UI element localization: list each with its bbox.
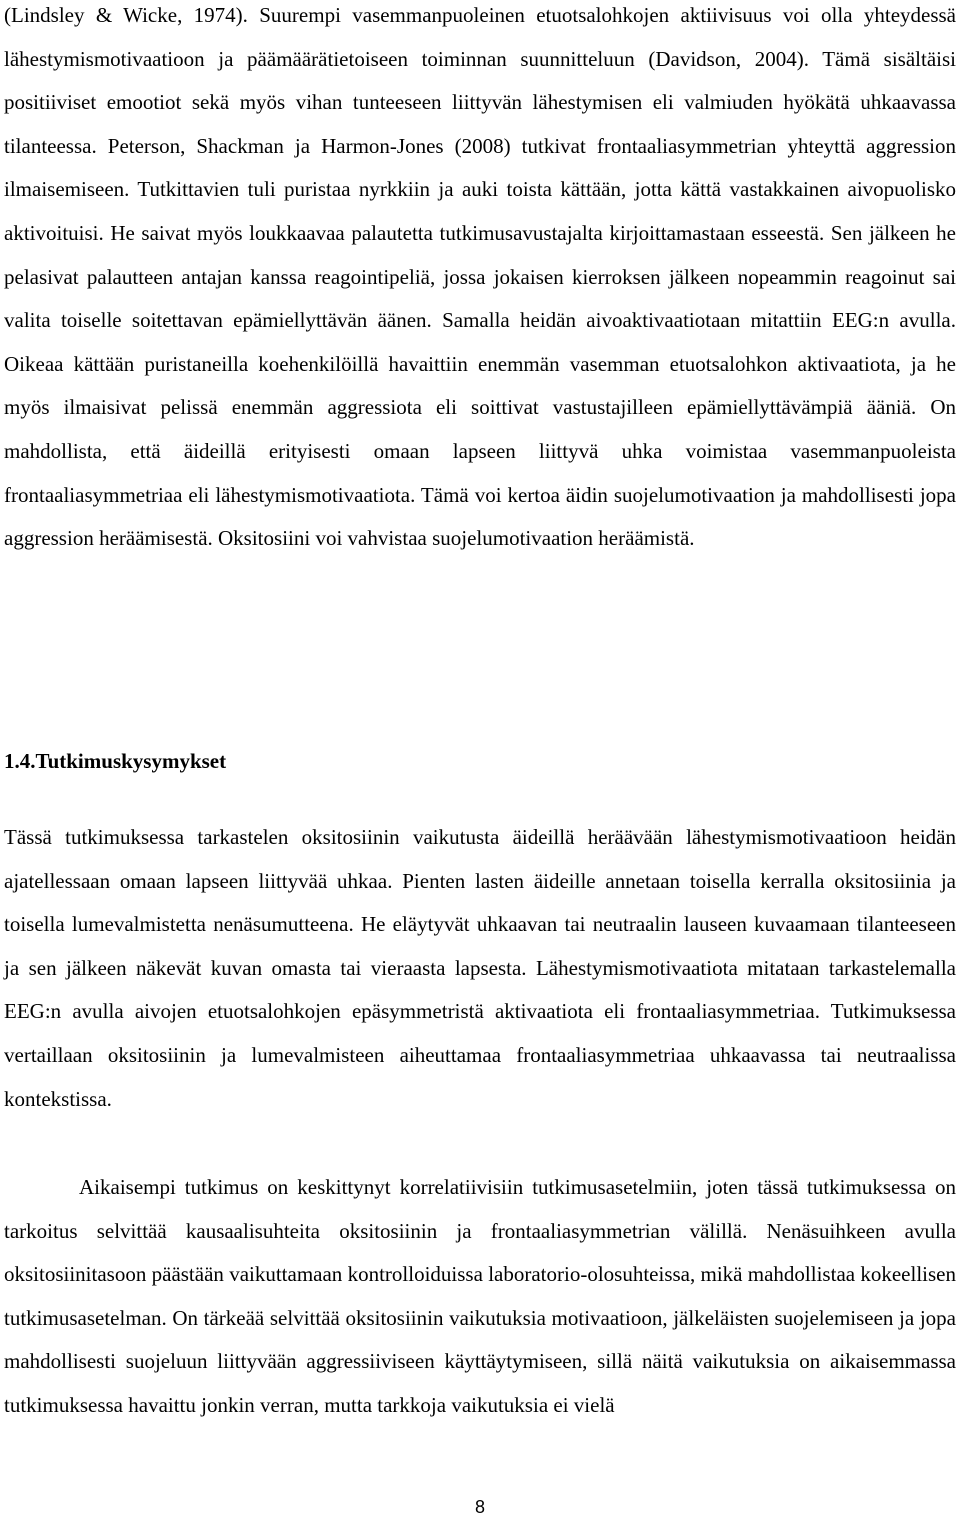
body-paragraph-1: (Lindsley & Wicke, 1974). Suurempi vasemmanpuoleinen etuotsalohkojen aktiivisuus voi olla yhteydessä lähestymismotivaatioon ja päämäärätietoiseen toiminnan suunnitteluun (Davidson, 2004). Tämä sisältäisi positiiviset emootiot sekä myös vihan tunteeseen liittyvän lähestymisen eli valmiuden hyökätä uhkaavassa tilanteessa. Peterson, Shackman ja Harmon-Jones (2008) tutkivat frontaaliasymmetrian yhteyttä aggression ilmaisemiseen. Tutkittavien tuli puristaa nyrkkiin ja auki toista kättään, jotta kättä vastakkainen aivopuolisko aktivoituisi. He saivat myös loukkaavaa palautetta tutkimusavustajalta kirjoittamastaan esseestä. Sen jälkeen he pelasivat palautteen antajan kanssa reagointipeliä, jossa jokaisen kierroksen jälkeen nopeammin reagoinut sai valita toiselle soitettavan epämiellyttävän äänen. Samalla heidän aivoaktivaatiotaan mitattiin EEG:n avulla. Oikeaa kättään puristaneilla koehenkilöillä havaittiin enemmän vasemman etuotsalohkon aktivaatiota, ja he myös ilmaisivat pelissä enemmän aggressiota eli soittivat vastustajilleen epämiellyttävämpiä ääniä. On mahdollista, että äideillä erityisesti omaan lapseen liittyvä uhka voimistaa vasemmanpuoleista frontaaliasymmetriaa eli lähestymismotivaatiota. Tämä voi kertoa äidin suojelumotivaation ja mahdollisesti jopa aggression heräämisestä. Oksitosiini voi vahvistaa suojelumotivaation heräämistä. <box>4 3 956 551</box>
page-number: 8 <box>474 1497 485 1517</box>
document-page <box>4 0 956 1417</box>
body-paragraph-2: Tässä tutkimuksessa tarkastelen oksitosiinin vaikutusta äideillä heräävään lähestymismotivaatioon heidän ajatellessaan omaan lapseen liittyvää uhkaa. Pienten lasten äideille annetaan toisella kerralla oksitosiinia ja toisella lumevalmistetta nenäsumutteena. He eläytyvät uhkaavan tai neutraalin lauseen kuvaamaan tilanteeseen ja sen jälkeen näkevät kuvan omasta tai vieraasta lapsesta. Lähestymismotivaatiota mitataan tarkastelemalla EEG:n avulla aivojen etuotsalohkojen epäsymmetristä aktivaatiota eli frontaaliasymmetriaa. Tutkimuksessa vertaillaan oksitosiinin ja lumevalmisteen aiheuttamaa frontaaliasymmetriaa uhkaavassa tai neutraalissa kontekstissa. <box>4 825 956 1111</box>
body-paragraph-3: Aikaisempi tutkimus on keskittynyt korrelatiivisiin tutkimusasetelmiin, joten tässä tutkimuksessa on tarkoitus selvittää kausaalisuhteita oksitosiinin ja frontaaliasymmetrian välillä. Nenäsuihkeen avulla oksitosiinitasoon päästään vaikuttamaan kontrolloiduissa laboratorio-olosuhteissa, mikä mahdollistaa kokeellisen tutkimusasetelman. On tärkeää selvittää oksitosiinin vaikutuksia motivaatioon, jälkeläisten suojelemiseen ja jopa mahdollisesti suojeluun liittyvään aggressiiviseen käyttäytymiseen, sillä näitä vaikutuksia on aikaisemmassa tutkimuksessa havaittu jonkin verran, mutta tarkkoja vaikutuksia ei vielä <box>4 1175 956 1417</box>
section-heading: 1.4.Tutkimuskysymykset <box>4 749 227 773</box>
